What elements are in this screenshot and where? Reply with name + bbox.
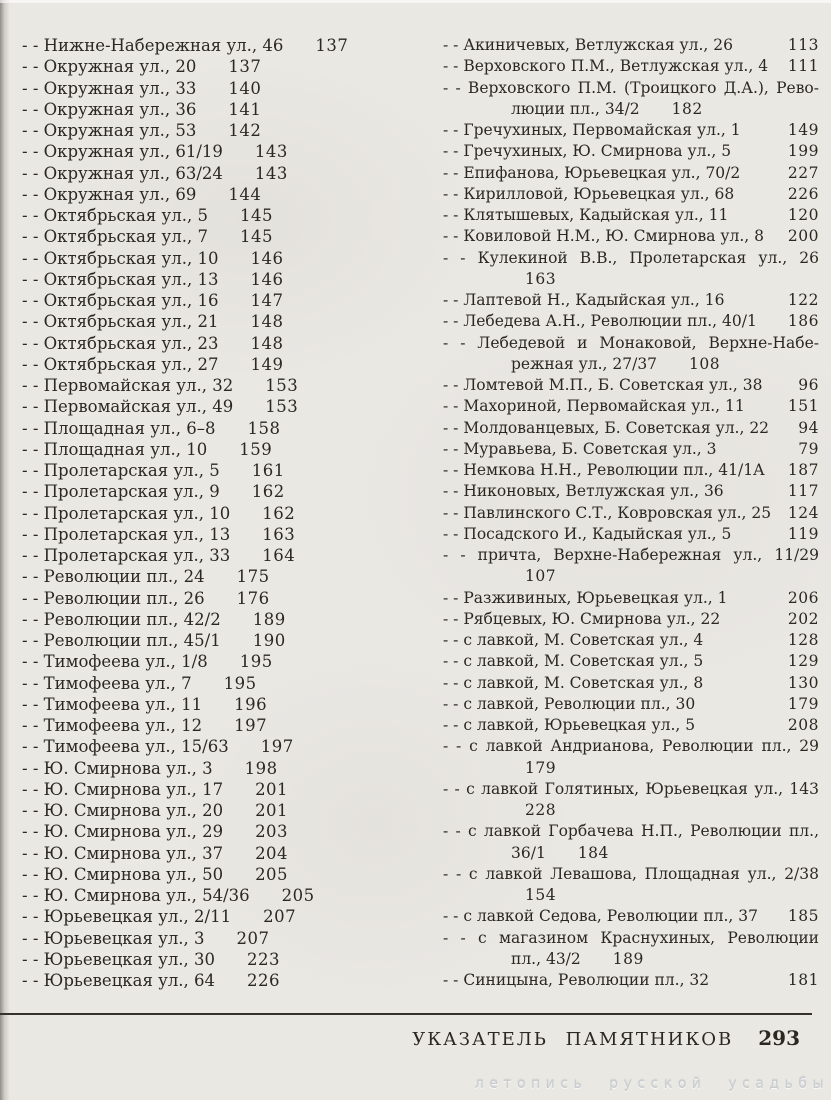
page-ref: 204: [255, 843, 289, 863]
index-entry: [22, 885, 422, 906]
page-ref: 147: [250, 291, 284, 310]
entry-text: - - Пролетарская ул., 9: [22, 482, 220, 502]
index-entry: [22, 800, 422, 821]
entry-text: - - Пролетарская ул., 13: [22, 524, 231, 544]
index-entry: [22, 906, 422, 927]
entry-text: - - Окружная ул., 69: [22, 184, 197, 204]
page-ref: 148: [250, 333, 284, 353]
entry-line: [443, 205, 819, 226]
page-ref: 207: [263, 907, 297, 927]
entry-line: - - Кулекиной В.В., Пролетарская ул., 26: [443, 248, 819, 267]
entry-text: - - Окружная ул., 53: [22, 121, 197, 140]
entry-text: - - Пролетарская ул., 33: [22, 546, 231, 565]
page-ref: 179: [525, 758, 557, 777]
index-entry: [22, 949, 422, 970]
page-ref: 149: [787, 121, 819, 139]
index-entry: [22, 248, 422, 269]
index-entry: [22, 163, 422, 184]
page-ref: 107: [525, 567, 557, 586]
entry-text: - - Тимофеева ул., 12: [22, 716, 203, 735]
page-ref: 200: [787, 227, 819, 246]
page-ref: 196: [234, 694, 268, 714]
entry-text: - - Ю. Смирнова ул., 17: [22, 779, 224, 799]
page-ref: 187: [787, 461, 819, 479]
page-ref: 154: [525, 886, 557, 904]
index-entry: [22, 35, 422, 56]
page-ref: 159: [239, 439, 273, 459]
entry-text: - - Юрьевецкая ул., 2/11: [22, 907, 232, 927]
page-ref: 226: [247, 971, 281, 990]
entry-line: [443, 396, 819, 417]
page-ref: 119: [787, 524, 819, 543]
page-ref: 153: [265, 376, 299, 395]
entry-text: - - Муравьева, Б. Советская ул., 3: [443, 439, 717, 458]
index-entry: [22, 524, 422, 545]
index-entry: [22, 120, 422, 141]
index-entry: [22, 418, 422, 439]
entry-text: - - Ковиловой Н.М., Ю. Смирнова ул., 8: [443, 227, 764, 246]
entry-text: - - Кирилловой, Юрьевецкая ул., 68: [443, 184, 735, 203]
entry-text: - - Первомайская ул., 32: [22, 376, 234, 395]
entry-line: [443, 269, 819, 290]
entry-text: - - Ю. Смирнова ул., 50: [22, 864, 224, 884]
entry-line: - - с лавкой Голятиных, Юрьевецкая ул., 143: [443, 779, 819, 798]
index-entry: [443, 460, 819, 481]
index-entry: [443, 503, 819, 524]
page-ref: 143: [254, 163, 288, 183]
index-entry: [22, 460, 422, 481]
entry-text: - - Ломтевой М.П., Б. Советская ул., 38: [443, 376, 763, 394]
page-ref: 189: [252, 609, 286, 629]
index-entry: [22, 779, 422, 800]
page-ref: 163: [262, 524, 296, 544]
entry-text: - - Революции пл., 26: [22, 588, 205, 608]
page-ref: 227: [787, 163, 819, 182]
page-ref: 207: [236, 928, 270, 948]
entry-line: [443, 843, 819, 864]
index-entry: [443, 651, 819, 672]
page-ref: 163: [525, 269, 557, 288]
page-ref: 142: [228, 121, 262, 140]
index-entry: [22, 609, 422, 630]
index-entry: [443, 205, 819, 226]
entry-line: [443, 311, 819, 332]
page-ref: 124: [787, 503, 819, 522]
index-entry: [22, 290, 422, 311]
entry-text: - - Нижне-Набережная ул., 46: [22, 36, 284, 55]
index-entry: [443, 524, 819, 545]
index-entry: [443, 439, 819, 460]
entry-text: - - Тимофеева ул., 1/8: [22, 652, 208, 672]
entry-line: [443, 56, 819, 77]
entry-text: - - Ю. Смирнова ул., 3: [22, 758, 213, 778]
entry-line: [443, 885, 819, 906]
page-ref: 128: [787, 631, 819, 649]
entry-text: - - Пролетарская ул., 5: [22, 461, 220, 480]
watermark-text: летопись русской усадьбы: [474, 1076, 829, 1092]
index-entry: [22, 843, 422, 864]
entry-text: - - Первомайская ул., 49: [22, 397, 234, 417]
page-ref: 201: [255, 801, 289, 820]
entry-text: пл., 43/2: [511, 949, 581, 968]
entry-line: [443, 460, 819, 481]
entry-text: - - с лавкой, М. Советская ул., 5: [443, 652, 704, 671]
entry-text: - - с лавкой, Революции пл., 30: [443, 694, 696, 713]
entry-line: [443, 163, 819, 184]
entry-text: - - Окружная ул., 36: [22, 99, 197, 119]
entry-text: - - Октябрьская ул., 7: [22, 227, 208, 247]
page-ref: 108: [689, 354, 721, 373]
page-ref: 206: [787, 588, 819, 607]
entry-line: [443, 141, 819, 162]
entry-line: [443, 184, 819, 205]
folio-page-number: 293: [758, 1026, 800, 1050]
entry-line: - - с магазином Краснухиных, Революции: [443, 928, 819, 947]
page-ref: 130: [787, 673, 819, 692]
index-entry: [22, 821, 422, 842]
entry-line: [443, 481, 819, 502]
entry-text: - - Разживиных, Юрьевецкая ул., 1: [443, 588, 728, 607]
entry-text: - - Окружная ул., 63/24: [22, 163, 223, 183]
entry-line: [443, 970, 819, 991]
page-ref: 129: [787, 652, 819, 671]
entry-line: [443, 566, 819, 587]
entry-line: [443, 354, 819, 375]
index-entry: [22, 545, 422, 566]
page-ref: 164: [262, 546, 296, 565]
index-column-right: [443, 35, 819, 991]
entry-line: [443, 673, 819, 694]
page-ref: 186: [787, 312, 819, 331]
page-ref: 146: [250, 269, 284, 289]
index-entry: [443, 290, 819, 311]
entry-text: - - Октябрьская ул., 13: [22, 269, 219, 289]
entry-text: - - Махориной, Первомайская ул., 11: [443, 397, 745, 416]
index-entry: [22, 970, 422, 991]
index-entry: [443, 56, 819, 77]
index-entry: [22, 481, 422, 502]
entry-text: - - Октябрьская ул., 23: [22, 333, 219, 353]
entry-text: - - Окружная ул., 61/19: [22, 142, 223, 162]
index-entry: [443, 226, 819, 247]
entry-line: [443, 35, 819, 56]
index-entry: [22, 758, 422, 779]
page-ref: 195: [239, 652, 273, 672]
entry-text: - - Юрьевецкая ул., 3: [22, 928, 205, 948]
index-entry: [443, 333, 819, 376]
index-entry: [22, 715, 422, 736]
page-ref: 223: [247, 949, 281, 969]
page-ref: 228: [525, 801, 557, 819]
page-ref: 185: [787, 907, 819, 926]
index-entry: [22, 736, 422, 757]
running-title: УКАЗАТЕЛЬ ПАМЯТНИКОВ: [412, 1029, 734, 1050]
entry-line: - - Лебедевой и Монаковой, Верхне-Набе-: [443, 333, 819, 352]
entry-line: [443, 524, 819, 545]
entry-line: [443, 651, 819, 672]
index-entry: [443, 163, 819, 184]
entry-text: - - Клятышевых, Кадыйская ул., 11: [443, 206, 729, 224]
entry-line: [443, 99, 819, 120]
entry-text: - - Ю. Смирнова ул., 20: [22, 801, 224, 820]
entry-text: - - Октябрьская ул., 5: [22, 206, 208, 225]
page-ref: 175: [236, 567, 270, 587]
entry-text: 36/1: [511, 843, 546, 862]
index-entry: [22, 56, 422, 77]
entry-text: - - Юрьевецкая ул., 30: [22, 949, 216, 969]
page-ref: 203: [255, 822, 289, 842]
entry-text: - - Акиничевых, Ветлужская ул., 26: [443, 36, 733, 54]
index-entry: [22, 78, 422, 99]
entry-text: - - с лавкой, Юрьевецкая ул., 5: [443, 716, 696, 734]
entry-line: - - Верховского П.М. (Троицкого Д.А.), Рево-: [443, 78, 819, 97]
index-entry: [22, 694, 422, 715]
index-entry: [443, 906, 819, 927]
page-ref: 176: [236, 588, 270, 608]
entry-line: [443, 609, 819, 630]
page-ref: 189: [612, 949, 644, 968]
entry-text: - - Лебедева А.Н., Революции пл., 40/1: [443, 312, 757, 331]
footer-rule: [0, 1013, 812, 1015]
index-entry: [22, 141, 422, 162]
page-ref: 79: [798, 439, 819, 458]
index-entry: [22, 673, 422, 694]
page-ref: 161: [251, 461, 285, 480]
index-entry: [443, 779, 819, 822]
index-entry: [22, 864, 422, 885]
page-ref: 144: [228, 184, 262, 204]
entry-text: - - Революции пл., 42/2: [22, 609, 221, 629]
entry-text: - - Епифанова, Юрьевецкая ул., 70/2: [443, 163, 741, 182]
entry-line: [443, 418, 819, 439]
entry-text: - - Окружная ул., 20: [22, 57, 197, 77]
page-ref: 94: [798, 418, 819, 437]
index-entry: [443, 715, 819, 736]
index-entry: [22, 651, 422, 672]
entry-line: - - с лавкой Левашова, Площадная ул., 2/38: [443, 864, 819, 883]
page-footer: [0, 1026, 800, 1050]
index-entry: [22, 226, 422, 247]
entry-text: люции пл., 34/2: [511, 99, 640, 118]
entry-text: - - Гречухиных, Ю. Смирнова ул., 5: [443, 142, 732, 161]
index-entry: [443, 864, 819, 907]
page-ref: 148: [250, 312, 284, 332]
page-ref: 208: [787, 716, 819, 734]
index-entry: [443, 78, 819, 121]
entry-text: - - Площадная ул., 10: [22, 439, 208, 459]
page-ref: 149: [250, 354, 284, 374]
index-entry: [443, 120, 819, 141]
page-ref: 201: [255, 779, 289, 799]
entry-text: - - Лаптевой Н., Кадыйская ул., 16: [443, 291, 725, 309]
entry-line: [443, 226, 819, 247]
entry-text: - - Тимофеева ул., 7: [22, 673, 192, 693]
entry-line: [443, 439, 819, 460]
index-entry: [443, 35, 819, 56]
entry-text: - - Площадная ул., 6–8: [22, 418, 216, 438]
entry-line: [443, 694, 819, 715]
entry-text: - - Тимофеева ул., 11: [22, 694, 203, 714]
index-entry: [443, 141, 819, 162]
index-entry: [443, 673, 819, 694]
entry-line: [443, 758, 819, 779]
index-entry: [443, 481, 819, 502]
index-entry: [22, 503, 422, 524]
page-ref: 202: [787, 609, 819, 628]
entry-line: [443, 120, 819, 141]
page-ref: 205: [255, 864, 289, 884]
index-entry: [22, 354, 422, 375]
page-ref: 197: [234, 716, 268, 735]
index-entry: [443, 545, 819, 588]
index-entry: [22, 630, 422, 651]
entry-text: - - Немкова Н.Н., Революции пл., 41/1А: [443, 461, 765, 479]
page-ref: 146: [250, 248, 284, 268]
page-edge-shadow: [0, 0, 10, 1100]
page-ref: 117: [787, 482, 819, 501]
page-ref: 145: [239, 206, 273, 225]
page-ref: 143: [254, 142, 288, 162]
entry-text: - - Верховского П.М., Ветлужская ул., 4: [443, 57, 769, 76]
entry-line: [443, 949, 819, 970]
entry-text: - - Революции пл., 24: [22, 567, 205, 587]
entry-text: - - Юрьевецкая ул., 64: [22, 971, 216, 990]
entry-text: - - с лавкой, М. Советская ул., 8: [443, 673, 704, 692]
page-ref: 195: [223, 673, 257, 693]
page-ref: 113: [787, 36, 819, 54]
index-entry: [22, 396, 422, 417]
entry-line: [443, 588, 819, 609]
entry-text: - - с лавкой, М. Советская ул., 4: [443, 631, 704, 649]
page-ref: 162: [262, 503, 296, 523]
entry-text: - - Тимофеева ул., 15/63: [22, 737, 229, 757]
page-ref: 120: [787, 206, 819, 224]
entry-line: [443, 503, 819, 524]
index-entry: [443, 928, 819, 971]
entry-text: - - Октябрьская ул., 16: [22, 291, 219, 310]
entry-line: - - с лавкой Горбачева Н.П., Революции пл.,: [443, 822, 819, 841]
index-entry: [22, 99, 422, 120]
entry-text: - - Ю. Смирнова ул., 29: [22, 822, 224, 842]
page-ref: 199: [787, 142, 819, 161]
entry-text: - - Ю. Смирнова ул., 54/36: [22, 886, 250, 905]
entry-line: [443, 630, 819, 651]
page-ref: 226: [787, 184, 819, 203]
page-ref: 158: [247, 418, 281, 438]
index-entry: [22, 439, 422, 460]
index-entry: [443, 375, 819, 396]
entry-text: режная ул., 27/37: [511, 354, 658, 373]
index-entry: [22, 269, 422, 290]
entry-text: - - Синицына, Революции пл., 32: [443, 971, 710, 989]
page-ref: 197: [260, 737, 294, 757]
page-ref: 140: [228, 78, 262, 98]
index-entry: [443, 970, 819, 991]
page-ref: 145: [239, 227, 273, 247]
index-entry: [443, 694, 819, 715]
index-entry: [22, 588, 422, 609]
page-ref: 137: [315, 36, 349, 55]
page-ref: 179: [787, 694, 819, 713]
page-ref: 205: [281, 886, 315, 905]
index-entry: [22, 205, 422, 226]
entry-text: - - Пролетарская ул., 10: [22, 503, 231, 523]
index-entry: [443, 630, 819, 651]
index-entry: [22, 333, 422, 354]
entry-text: - - Октябрьская ул., 27: [22, 354, 219, 374]
page-ref: 190: [252, 631, 286, 650]
page-ref: 137: [228, 57, 262, 77]
index-entry: [443, 821, 819, 864]
entry-text: - - Павлинского С.Т., Ковровская ул., 25: [443, 503, 772, 522]
entry-line: - - с лавкой Андрианова, Революции пл., 29: [443, 737, 819, 756]
page-ref: 151: [787, 397, 819, 416]
index-column-left: [22, 35, 422, 991]
page-ref: 122: [787, 291, 819, 309]
entry-text: - - Окружная ул., 33: [22, 78, 197, 98]
index-entry: [443, 736, 819, 779]
index-entry: [443, 184, 819, 205]
page-ref: 141: [228, 99, 262, 119]
index-entry: [22, 311, 422, 332]
index-entry: [443, 248, 819, 291]
index-entry: [443, 609, 819, 630]
entry-text: - - Посадского И., Кадыйская ул., 5: [443, 524, 732, 543]
entry-text: - - Революции пл., 45/1: [22, 631, 221, 650]
page-ref: 162: [251, 482, 285, 502]
entry-line: - - причта, Верхне-Набережная ул., 11/29: [443, 546, 819, 564]
entry-line: [443, 375, 819, 396]
entry-text: - - с лавкой Седова, Революции пл., 37: [443, 907, 758, 926]
entry-text: - - Рябцевых, Ю. Смирнова ул., 22: [443, 609, 721, 628]
entry-text: - - Молдованцевых, Б. Советская ул., 22: [443, 418, 770, 437]
index-entry: [443, 418, 819, 439]
page-ref: 181: [787, 971, 819, 989]
page-ref: 111: [787, 57, 819, 76]
entry-line: [443, 906, 819, 927]
index-entry: [443, 311, 819, 332]
entry-text: - - Никоновых, Ветлужская ул., 36: [443, 482, 724, 501]
page-ref: 182: [671, 99, 703, 118]
entry-text: - - Октябрьская ул., 10: [22, 248, 219, 268]
page-ref: 153: [265, 397, 299, 417]
entry-text: - - Ю. Смирнова ул., 37: [22, 843, 224, 863]
page-ref: 198: [244, 758, 278, 778]
index-entry: [22, 566, 422, 587]
page-ref: 96: [798, 376, 819, 394]
index-entry: [22, 928, 422, 949]
entry-text: - - Гречухиных, Первомайская ул., 1: [443, 121, 741, 139]
index-entry: [22, 184, 422, 205]
index-entry: [443, 396, 819, 417]
index-entry: [443, 588, 819, 609]
page-ref: 184: [577, 843, 609, 862]
entry-line: [443, 800, 819, 821]
entry-line: [443, 715, 819, 736]
index-entry: [22, 375, 422, 396]
entry-line: [443, 290, 819, 311]
page-edge-highlight: [0, 0, 831, 3]
entry-text: - - Октябрьская ул., 21: [22, 312, 219, 332]
